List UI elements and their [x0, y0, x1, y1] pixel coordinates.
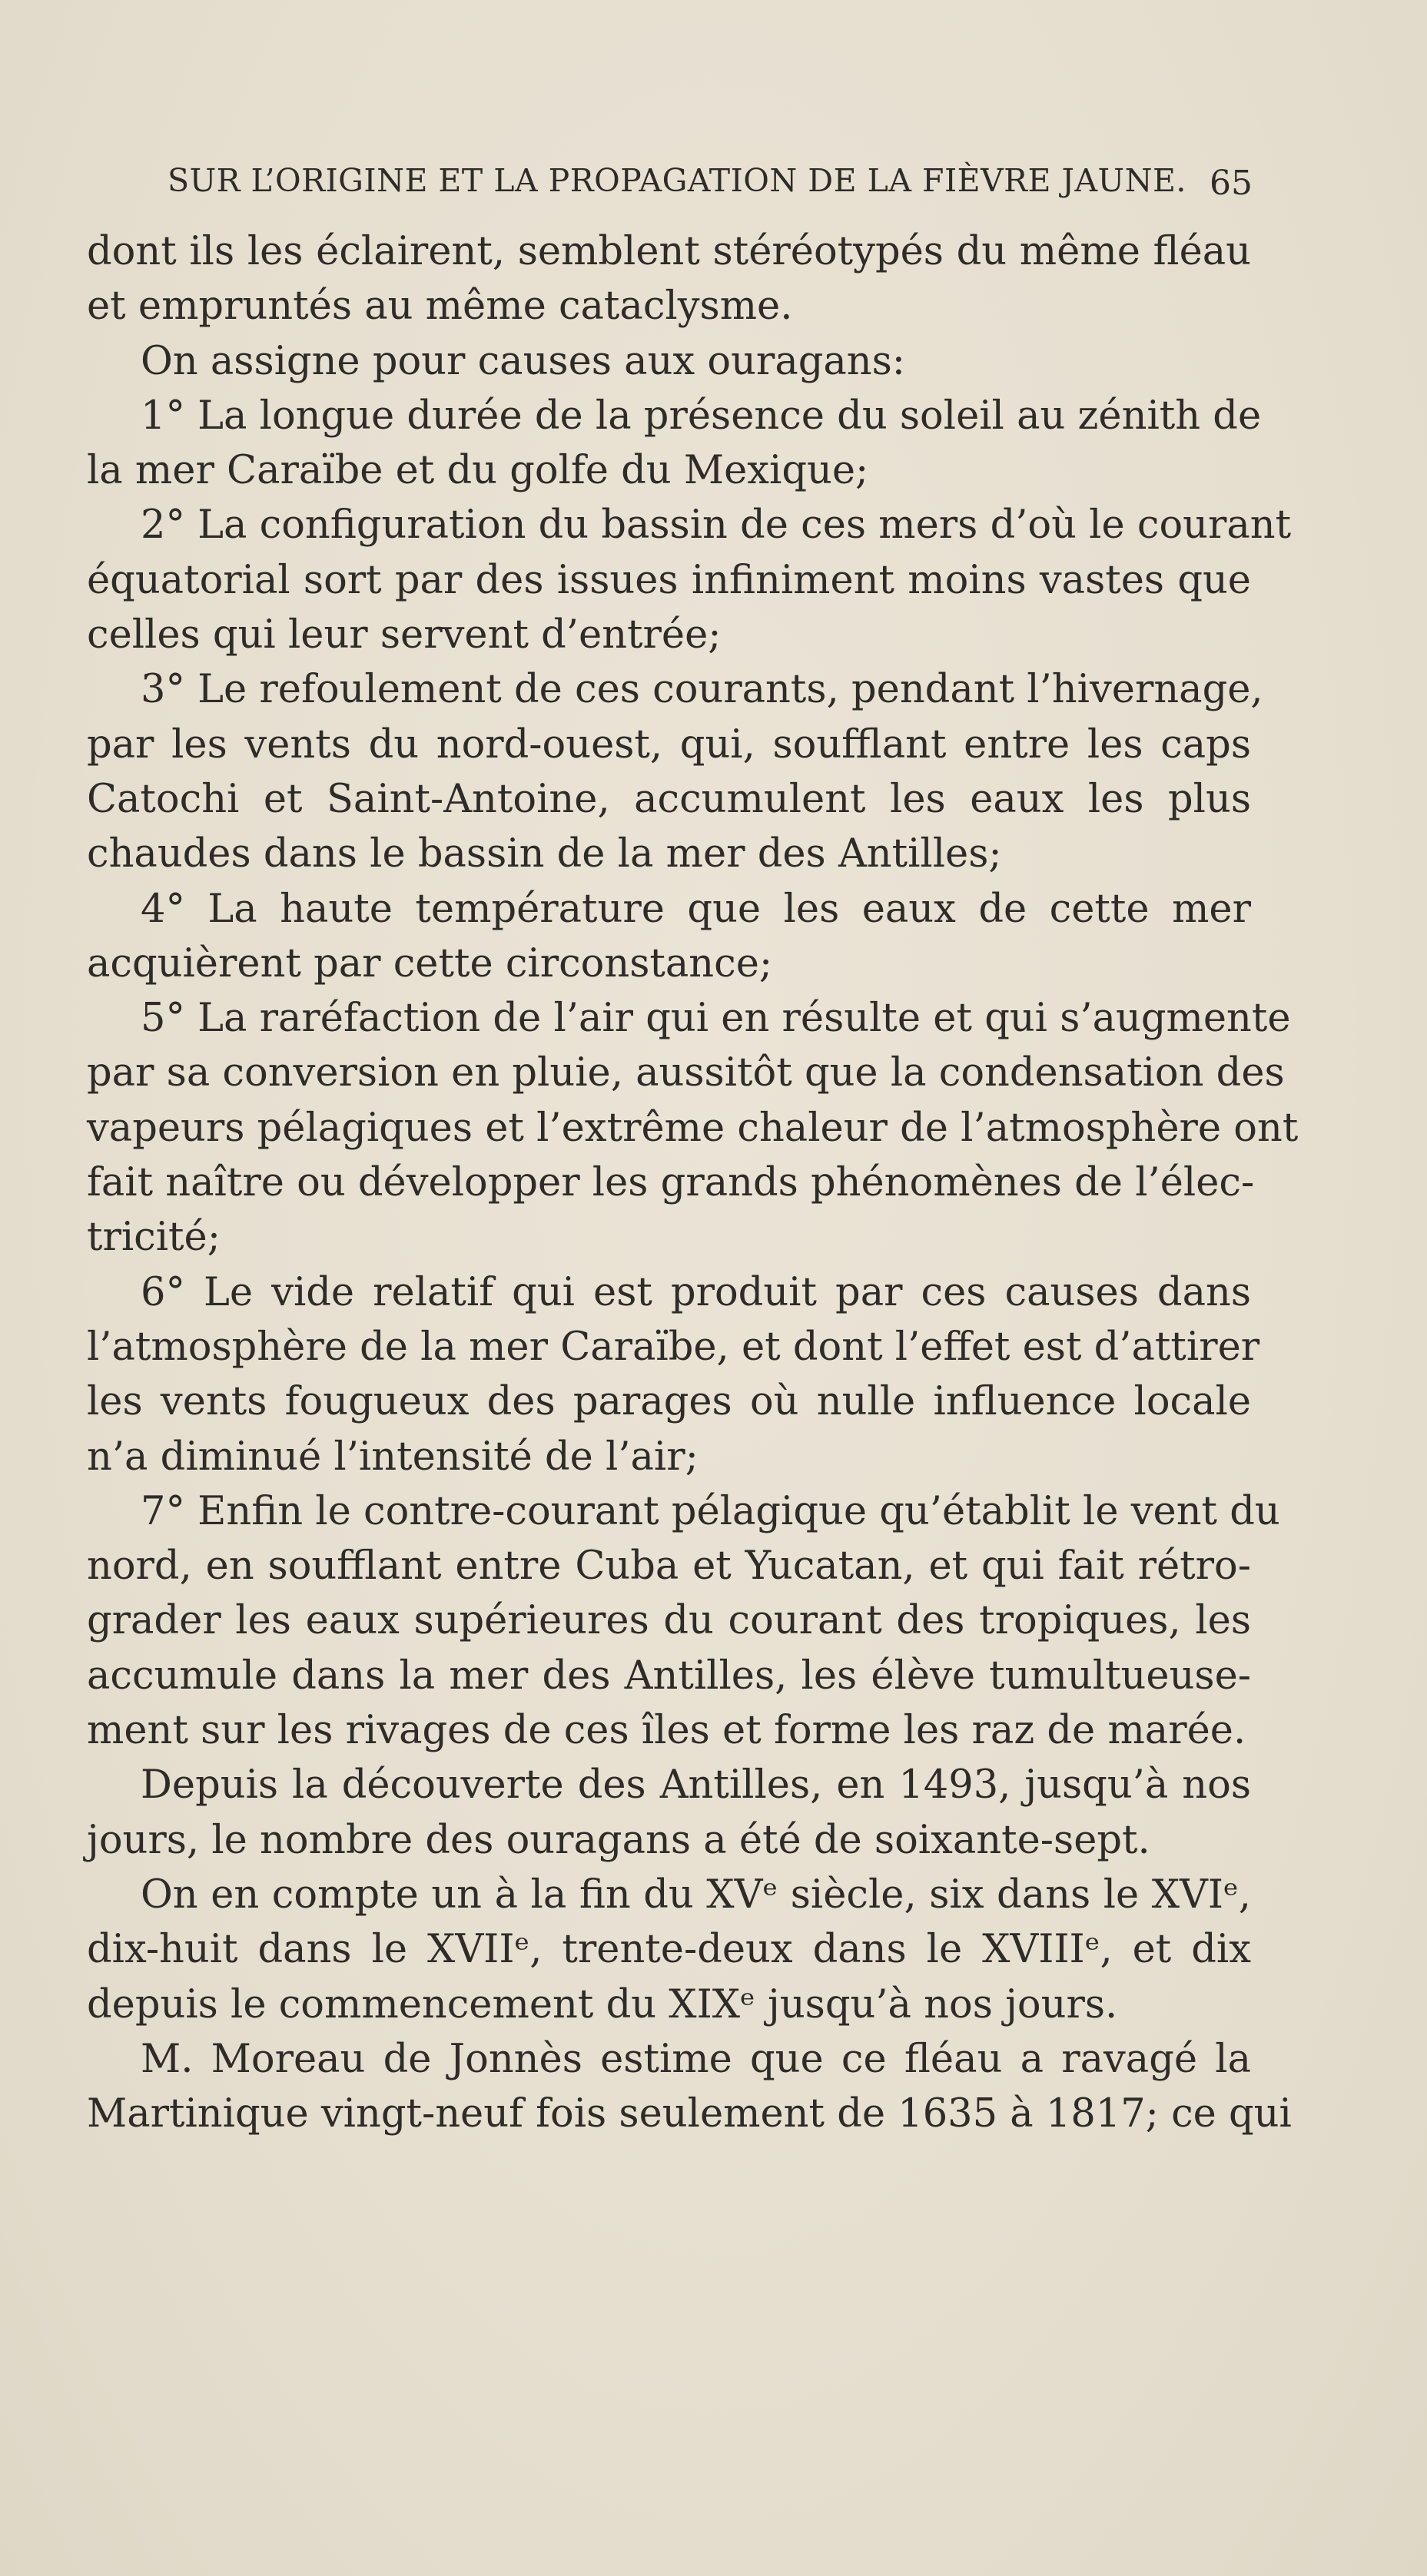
- text-line: par sa conversion en pluie, aussitôt que la condensation des: [87, 1050, 1285, 1096]
- text-line: dont ils les éclairent, semblent stéréotypés du même fléau: [87, 229, 1251, 274]
- text-line: Martinique vingt-neuf fois seulement de 1635 à 1817; ce qui: [87, 2091, 1292, 2137]
- text-line: 3° Le refoulement de ces courants, pendant l’hivernage,: [141, 667, 1263, 713]
- text-line: vapeurs pélagiques et l’extrême chaleur de l’atmosphère ont: [87, 1105, 1299, 1151]
- text-line: 2° La configuration du bassin de ces mers d’où le courant: [141, 502, 1292, 549]
- text-line: jours, le nombre des ouragans a été de soixante-sept.: [87, 1817, 1150, 1863]
- text-line: n’a diminué l’intensité de l’air;: [87, 1434, 699, 1480]
- text-line: équatorial sort par des issues infiniment moins vastes que: [87, 557, 1251, 603]
- text-line: On assigne pour causes aux ouragans:: [141, 338, 905, 384]
- text-line: par les vents du nord-ouest, qui, soufflant entre les caps: [87, 721, 1251, 767]
- running-head: [168, 157, 1253, 204]
- text-line: ment sur les rivages de ces îles et forme les raz de marée.: [87, 1708, 1246, 1754]
- text-line: Catochi et Saint-Antoine, accumulent les eaux les plus: [87, 776, 1251, 822]
- text-line: acquièrent par cette circonstance;: [87, 940, 773, 986]
- text-line: accumule dans la mer des Antilles, les élève tumultueuse-: [87, 1653, 1251, 1699]
- text-line: Depuis la découverte des Antilles, en 1493, jusqu’à nos: [141, 1762, 1251, 1809]
- text-line: 6° Le vide relatif qui est produit par ces causes dans: [141, 1269, 1251, 1315]
- text-line: chaudes dans le bassin de la mer des Antilles;: [87, 831, 1002, 877]
- text-line: 1° La longue durée de la présence du soleil au zénith de: [141, 393, 1262, 439]
- text-line: 7° Enfin le contre-courant pélagique qu’établit le vent du: [141, 1488, 1280, 1534]
- text-line: On en compte un à la fin du XVᵉ siècle, six dans le XVIᵉ,: [141, 1871, 1251, 1918]
- text-line: et empruntés au même cataclysme.: [87, 283, 793, 330]
- text-line: les vents fougueux des parages où nulle influence locale: [87, 1379, 1251, 1425]
- text-line: nord, en soufflant entre Cuba et Yucatan, et qui fait rétro-: [87, 1543, 1251, 1590]
- text-line: dix-huit dans le XVIIᵉ, trente-deux dans le XVIIIᵉ, et dix: [87, 1927, 1251, 1973]
- text-line: grader les eaux supérieures du courant des tropiques, les: [87, 1598, 1251, 1644]
- text-line: fait naître ou développer les grands phénomènes de l’élec-: [87, 1160, 1255, 1206]
- text-line: M. Moreau de Jonnès estime que ce fléau a ravagé la: [141, 2036, 1251, 2082]
- body-text: [87, 224, 1299, 2141]
- page-number: 65: [1210, 164, 1253, 203]
- running-title: SUR L’ORIGINE ET LA PROPAGATION DE LA FIÈVRE JAUNE.: [168, 162, 1186, 199]
- text-line: 4° La haute température que les eaux de cette mer: [141, 886, 1251, 932]
- text-line: la mer Caraïbe et du golfe du Mexique;: [87, 448, 869, 494]
- text-line: depuis le commencement du XIXᵉ jusqu’à nos jours.: [87, 1981, 1118, 2027]
- text-line: celles qui leur servent d’entrée;: [87, 612, 722, 658]
- text-line: tricité;: [87, 1215, 221, 1261]
- text-line: l’atmosphère de la mer Caraïbe, et dont l’effet est d’attirer: [87, 1324, 1260, 1370]
- text-line: 5° La raréfaction de l’air qui en résulte et qui s’augmente: [141, 996, 1291, 1042]
